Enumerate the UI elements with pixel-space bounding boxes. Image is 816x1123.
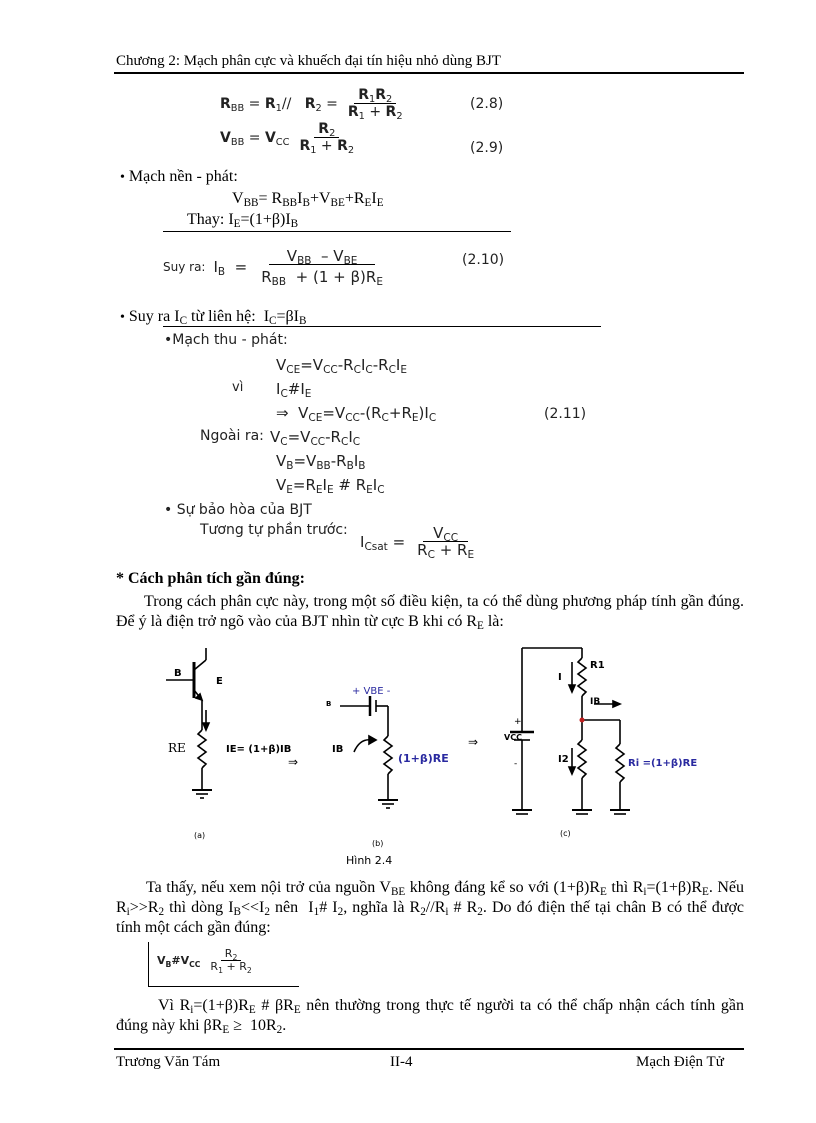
eq-vbb-lhs: $V_{BB} = V_{CC}$ — [220, 130, 290, 148]
footer-page: II-4 — [390, 1054, 413, 1070]
icsat-lhs: $I_{Csat}$ = — [360, 533, 406, 553]
eq-vbb-fraction — [295, 120, 358, 157]
paragraph-3: Vì $R_i=(1+\beta)R_E$ # $\beta R_E$ nên thường trong thực tế người ta có thể chấp nhận cách tính gần đúng này khi $\beta R_E \ge 10R_2$. — [116, 997, 745, 1036]
footer-course: Mạch Điện Tử — [636, 1054, 724, 1070]
ce-ngoaira: Ngoài ra: — [200, 428, 264, 444]
eq-2-9-number: (2.9) — [470, 140, 504, 156]
ib-lhs: $I_B$ = — [213, 258, 248, 278]
circuit-c — [510, 648, 630, 814]
footer-author: Trương Văn Tám — [116, 1054, 221, 1070]
fig-b-vbe: + VBE - — [352, 686, 391, 697]
fig-c-plus: + — [514, 717, 522, 727]
eq-rbb-den: $R_1 + R_2$ — [347, 104, 403, 123]
vb-equation-box — [148, 942, 299, 987]
ib-num: $V_{BB} - V_{BE}$ — [269, 248, 376, 266]
eq-rbb-lhs: $R_{BB} = R_1//$ $R_2$ = — [220, 96, 338, 114]
eq-vbb-den: $R_1 + R_2$ — [299, 138, 355, 157]
fig-c-caption: (c) — [560, 829, 571, 838]
saturation-similar: Tương tự phần trước: — [200, 522, 348, 538]
fig-b-b-label: B — [326, 700, 332, 708]
base-emitter-eq1: $V_{BB}= R_{BB}I_B+V_{BE}+R_EI_E$ — [232, 190, 384, 209]
ce-line-2: $I_C\#I_E$ — [276, 380, 312, 400]
eq-2-11-number: (2.11) — [544, 406, 587, 422]
fig-a-b-label: B — [174, 668, 182, 679]
ce-line-5: $V_B=V_{BB}-R_BI_B$ — [276, 452, 366, 472]
fig-c-node — [580, 718, 585, 723]
paragraph-2: Ta thấy, nếu xem nội trở của nguồn $V_{BE}$ không đáng kể so với $(1+\beta)R_E$ thì $R_i=(1+\beta)R_E$. Nếu $R_i>>R_2$ thì dòng $I_B<<I_2$ nên $I_1\#$ $I_2$, nghĩa là $R_2//R_i$ # $R_2$. Do đó điện thế tại chân B có thể được tính một cách gần đúng: — [116, 879, 745, 936]
fig-b-r-label: (1+β)RE — [398, 752, 449, 765]
fig-c-vcc-label: VCC — [504, 733, 522, 742]
bullet-icon: • — [120, 310, 125, 325]
suyra-label: Suy ra: — [163, 260, 206, 274]
fig-c-r1-label: R1 — [590, 660, 605, 671]
saturation-heading: • Sự bảo hòa của BJT — [164, 502, 312, 518]
eq-2-10-number: (2.10) — [462, 252, 505, 268]
fig-a-e-label: E — [216, 676, 223, 687]
fig-c-ib-label: IB — [590, 697, 601, 707]
icsat-equation — [360, 514, 478, 570]
vb-lhs: $V_B\#V_{CC}$ — [157, 954, 201, 970]
page-header: Chương 2: Mạch phân cực và khuếch đại tín hiệu nhỏ dùng BJT — [116, 53, 501, 69]
fig-a-re-label: RE — [168, 741, 186, 755]
icsat-num: $V_{CC}$ — [423, 525, 468, 543]
circuit-b — [340, 696, 398, 808]
fig-a-arrow: ⇒ — [288, 755, 299, 769]
fig-b-arrow: ⇒ — [468, 735, 479, 749]
base-emitter-subst: Thay: $I_E=(1+\beta)I_B$ — [187, 211, 299, 230]
eq-2-8-number: (2.8) — [470, 96, 504, 112]
ce-vi: vì — [232, 380, 244, 395]
header-rule — [114, 72, 744, 74]
fig-c-minus: - — [514, 759, 518, 769]
footer-rule — [114, 1048, 744, 1050]
fig-a-caption: (a) — [194, 831, 206, 840]
fig-b-caption: (b) — [372, 839, 384, 848]
eq-rbb-num: $R_1R_2$ — [354, 88, 396, 104]
equation-2-10 — [163, 236, 387, 298]
fig-c-i-label: I — [558, 672, 562, 683]
eq-vbb-num: $R_2$ — [314, 122, 339, 138]
ce-line-6: $V_E=R_EI_E$ # $R_EI_C$ — [276, 476, 385, 496]
collector-emitter-heading: •Mạch thu - phát: — [164, 332, 288, 348]
base-emitter-heading: • Mạch nền - phát: — [120, 168, 238, 185]
approx-heading: * Cách phân tích gần đúng: — [116, 570, 305, 587]
ib-den: $R_{BB} + (1 + \beta)R_E$ — [261, 268, 383, 289]
vb-den: $R_1 + R_2$ — [210, 960, 252, 976]
ib-fraction — [257, 248, 387, 287]
icsat-fraction — [413, 525, 478, 560]
rule-1 — [163, 231, 511, 232]
circuit-a — [166, 648, 212, 798]
bullet-icon: • — [120, 170, 125, 185]
ce-line-4: $V_C=V_{CC}-R_CI_C$ — [270, 428, 361, 448]
fig-c-ri-label: Ri =(1+β)RE — [628, 758, 698, 769]
approx-paragraph: Trong cách phân cực này, trong một số điều kiện, ta có thể dùng phương pháp tính gần đúng. Để ý là điện trở ngõ vào của BJT nhìn từ cực B khi có $R_E$ là: — [116, 593, 744, 632]
vb-num: $R_2$ — [221, 948, 242, 961]
figure-2-4 — [140, 640, 698, 870]
ce-line-3: ⇒ $V_{CE}=V_{CC}-(R_C+R_E)I_C$ — [276, 404, 437, 424]
fig-c-i2-label: I2 — [558, 754, 569, 765]
ce-line-1: $V_{CE}=V_{CC}-R_CI_C-R_CI_E$ — [276, 356, 407, 376]
figure-caption: Hình 2.4 — [346, 854, 393, 867]
ic-relation: • Suy ra $I_C$ từ liên hệ: $I_C=\beta I_B$ — [120, 308, 307, 327]
fig-b-ib-label: IB — [332, 744, 344, 755]
vb-equation — [157, 948, 256, 974]
rule-2 — [163, 326, 601, 327]
icsat-den: $R_C + R_E$ — [417, 541, 475, 562]
fig-a-eq: IE= (1+β)IB — [226, 744, 292, 755]
eq-rbb-fraction — [344, 86, 407, 123]
vb-fraction — [206, 948, 255, 974]
